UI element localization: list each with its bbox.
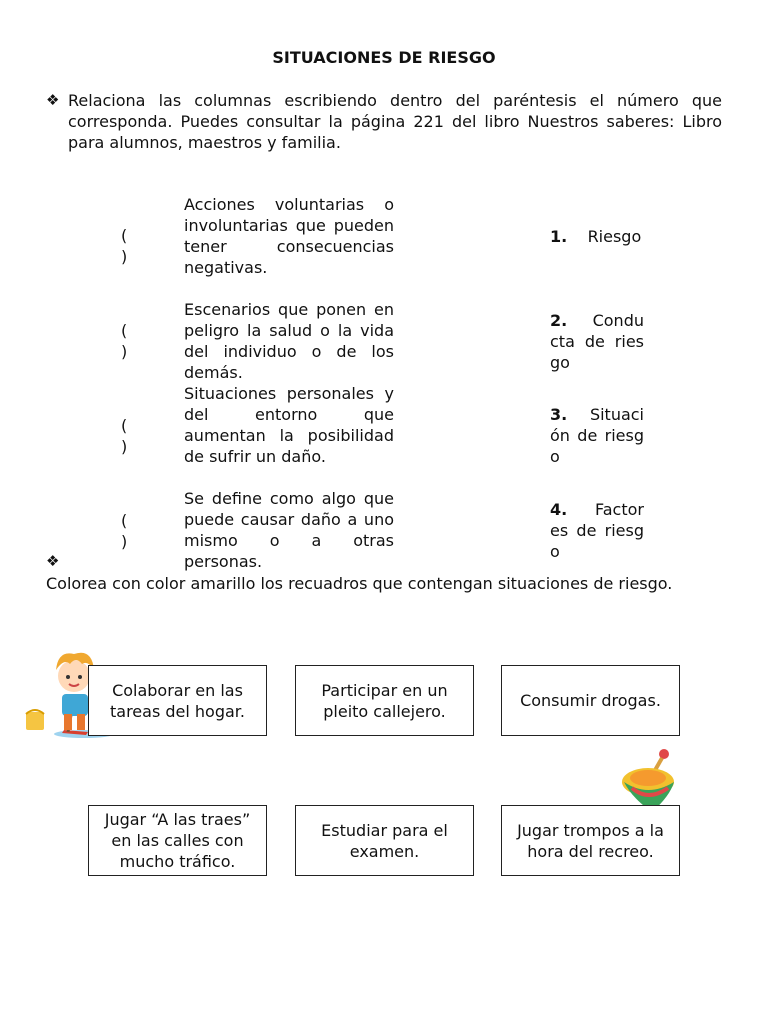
term-2: 2. Conducta de riesgo bbox=[550, 311, 644, 372]
page-title: SITUACIONES DE RIESGO bbox=[272, 48, 496, 67]
description-1: Acciones voluntarias o involuntarias que pueden tener consecuencias negativas. bbox=[184, 195, 394, 277]
instruction-2: Colorea con color amarillo los recuadros que contengan situaciones de riesgo. bbox=[46, 574, 673, 593]
answer-blank-2[interactable]: ( ) bbox=[121, 321, 128, 361]
diamond-bullet-icon: ❖ bbox=[46, 91, 60, 109]
instruction-1 bbox=[46, 90, 722, 153]
description-4: Se define como algo que puede causar daño a uno mismo o a otras personas. bbox=[184, 489, 394, 571]
description-2: Escenarios que ponen en peligro la salud o la vida del individuo o de los demás. bbox=[184, 300, 394, 382]
term-3: 3. Situación de riesgo bbox=[550, 405, 644, 466]
activity-box-5[interactable]: Estudiar para el examen. bbox=[295, 805, 474, 876]
diamond-bullet-icon: ❖ bbox=[46, 552, 60, 570]
instruction-1-text: Relaciona las columnas escribiendo dentro del paréntesis el número que corresponda. Puedes consultar la página 221 del libro Nuestros saberes: Libro para alumnos, maestros y familia. bbox=[68, 91, 722, 152]
activity-box-6[interactable]: Jugar trompos a la hora del recreo. bbox=[501, 805, 680, 876]
term-4: 4. Factores de riesgo bbox=[550, 500, 644, 561]
activity-box-2[interactable]: Participar en un pleito callejero. bbox=[295, 665, 474, 736]
answer-blank-1[interactable]: ( ) bbox=[121, 226, 128, 266]
answer-blank-4[interactable]: ( ) bbox=[121, 511, 128, 551]
description-3: Situaciones personales y del entorno que aumentan la posibilidad de sufrir un daño. bbox=[184, 384, 394, 466]
activity-box-3[interactable]: Consumir drogas. bbox=[501, 665, 680, 736]
activity-box-1[interactable]: Colaborar en las tareas del hogar. bbox=[88, 665, 267, 736]
term-1: 1. Riesgo bbox=[550, 227, 642, 246]
answer-blank-3[interactable]: ( ) bbox=[121, 416, 128, 456]
activity-box-4[interactable]: Jugar “A las traes” en las calles con mucho tráfico. bbox=[88, 805, 267, 876]
